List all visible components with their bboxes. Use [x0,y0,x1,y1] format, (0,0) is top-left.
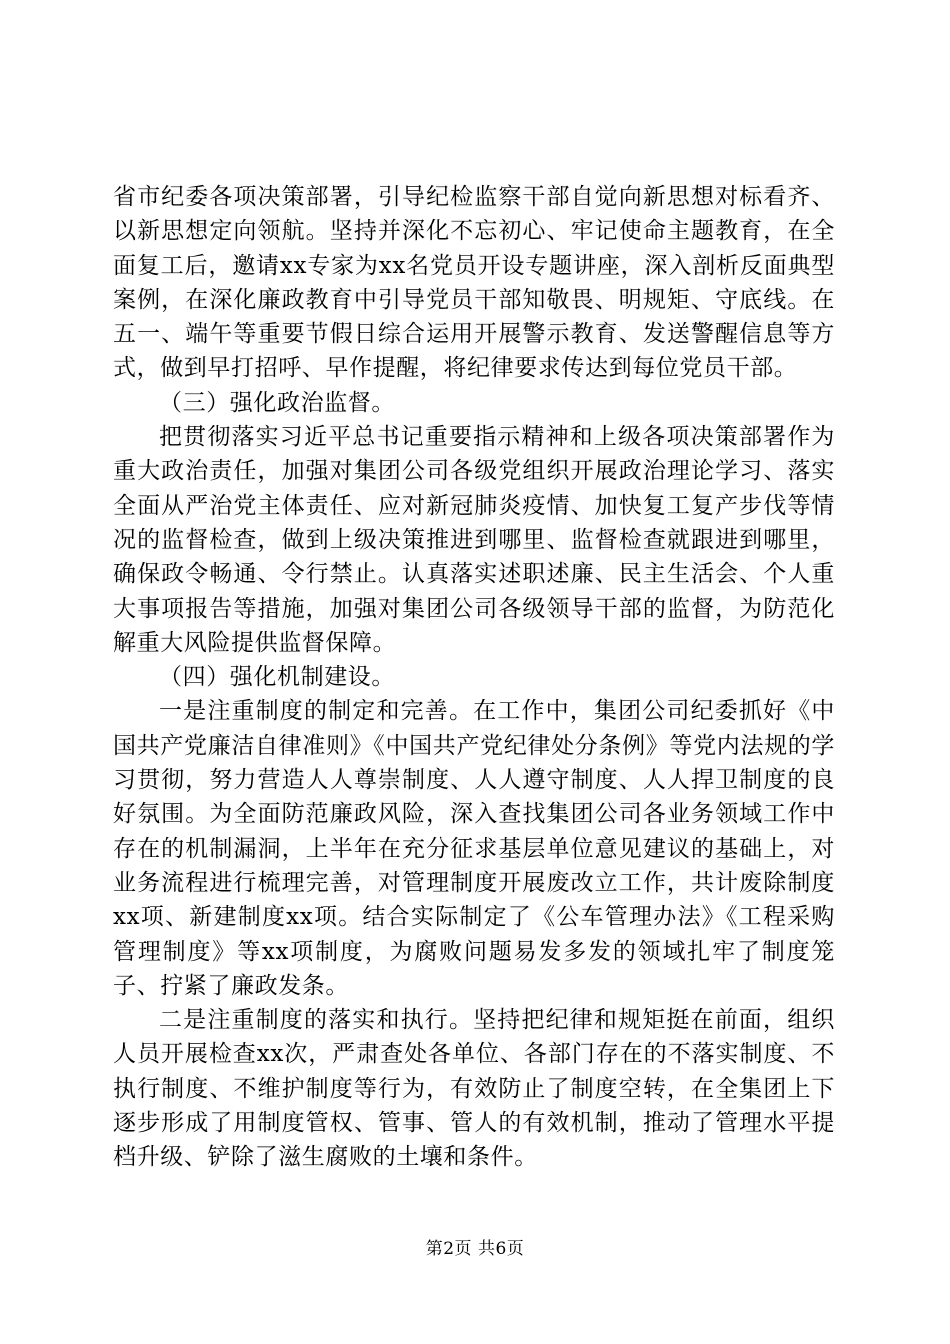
section-heading-3: （三）强化政治监督。 [159,389,395,416]
section-heading-4: （四）强化机制建设。 [159,664,395,691]
paragraph-political-supervision: 把贯彻落实习近平总书记重要指示精神和上级各项决策部署作为重大政治责任，加强对集团公司各级党组织开展政治理论学习、落实全面从严治党主体责任、应对新冠肺炎疫情、加快复工复产步伐等情况的监督检查，做到上级决策推进到哪里、监督检查就跟进到哪里，确保政令畅通、令行禁止。认真落实述职述廉、民主生活会、个人重大事项报告等措施，加强对集团公司各级领导干部的监督，为防范化解重大风险提供监督保障。 [113,424,835,656]
document-body [113,180,835,1175]
paragraph-system-implementation: 二是注重制度的落实和执行。坚持把纪律和规矩挺在前面，组织人员开展检查xx次，严肃查处各单位、各部门存在的不落实制度、不执行制度、不维护制度等行为，有效防止了制度空转，在全集团上下逐步形成了用制度管权、管事、管人的有效机制，推动了管理水平提档升级、铲除了滋生腐败的土壤和条件。 [113,1007,835,1171]
paragraph-system-formulation: 一是注重制度的制定和完善。在工作中，集团公司纪委抓好《中国共产党廉洁自律准则》《中国共产党纪律处分条例》等党内法规的学习贯彻，努力营造人人尊崇制度、人人遵守制度、人人捍卫制度的良好氛围。为全面防范廉政风险，深入查找集团公司各业务领域工作中存在的机制漏洞，上半年在充分征求基层单位意见建议的基础上，对业务流程进行梳理完善，对管理制度开展废改立工作，共计废除制度xx项、新建制度xx项。结合实际制定了《公车管理办法》《工程采购管理制度》等xx项制度，为腐败问题易发多发的领域扎牢了制度笼子、拧紧了廉政发条。 [113,698,835,999]
page-number-footer: 第2页 共6页 [425,1239,525,1259]
paragraph-continued: 省市纪委各项决策部署，引导纪检监察干部自觉向新思想对标看齐、以新思想定向领航。坚持并深化不忘初心、牢记使命主题教育，在全面复工后，邀请xx专家为xx名党员开设专题讲座，深入剖析反面典型案例，在深化廉政教育中引导党员干部知敬畏、明规矩、守底线。在五一、端午等重要节假日综合运用开展警示教育、发送警醒信息等方式，做到早打招呼、早作提醒，将纪律要求传达到每位党员干部。 [113,184,835,382]
